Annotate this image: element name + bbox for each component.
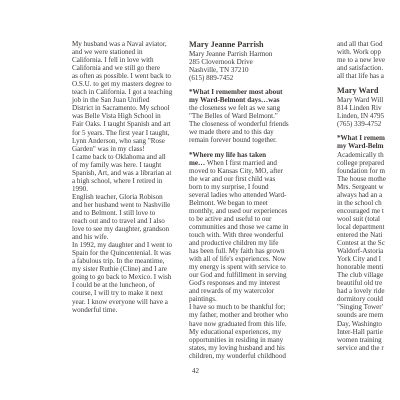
section-heading	[189, 151, 297, 167]
text-line: District in Sacramento. My school	[72, 104, 170, 113]
text-line: beautiful old tre	[337, 279, 383, 288]
text-line: as often as possible. I went back to	[72, 72, 171, 81]
text-line: to be active and useful to our	[189, 214, 272, 223]
heading-line: *Where my life has taken	[189, 150, 267, 159]
text-line: teach in California. I got a teaching	[72, 88, 173, 97]
text-line: has been full. My faith has grown	[189, 247, 285, 256]
text-line: 1990.	[72, 184, 88, 193]
text-line: Inter-Hall partie	[337, 327, 383, 336]
address-line: 285 Clovernook Drive	[189, 58, 253, 67]
text-line: York City and I	[337, 255, 382, 264]
text-line: all that life has a	[337, 72, 384, 81]
text-line: O.S.U. to get my masters degree to	[72, 80, 172, 89]
text-line: communities and those we came in	[189, 222, 289, 231]
text-line: local department	[337, 222, 385, 231]
text-line: and all that God	[337, 40, 383, 48]
text-line: we made there and to this day	[189, 128, 274, 137]
text-line: and rewards of my watercolor	[189, 287, 275, 296]
text-line: monthly, and used our experiences	[189, 206, 288, 215]
text-line: course, I will try to make it next	[72, 289, 164, 298]
text-line: my sister Ruthie (Cline) and I are	[72, 265, 167, 274]
body-fragment: When I first married and	[206, 158, 277, 167]
right-column	[337, 40, 400, 352]
entry-name: Mary Jeanne Parrish	[189, 40, 264, 49]
text-line: wonderful time.	[72, 305, 118, 314]
left-column	[72, 40, 176, 314]
text-line: touch with. With three wonderful	[189, 230, 284, 239]
text-line: and his wife.	[72, 233, 109, 242]
text-line: Spain for the Quincentenial. It was	[72, 249, 171, 258]
text-line: sounds are mem	[337, 311, 384, 320]
address-line: Mary Jeanne Parrish Harmon	[189, 50, 273, 58]
text-line: going to go back to Mexico. I wish	[72, 273, 172, 282]
text-line: California. I fell in love with	[72, 56, 154, 65]
text-line: a high school, where I retired in	[72, 176, 163, 185]
address-line: (765) 339-4752	[337, 120, 382, 129]
heading-line: *What I remember most about	[189, 88, 283, 97]
text-line: I have so much to be thankful for;	[189, 303, 286, 312]
text-line: English teacher, Gloria Robison	[72, 192, 163, 201]
text-line: The club village	[337, 271, 384, 280]
text-line: Mrs. Sergeant w	[337, 182, 384, 191]
page-number: 42	[192, 367, 199, 375]
address-line: Mary Ward Will	[337, 96, 384, 105]
text-line: me to a new leve	[337, 56, 386, 65]
text-line: and productive children my life	[189, 239, 279, 248]
text-line: Lynn Anderson, who sang "Rose	[72, 136, 165, 145]
text-line: and satisfaction.	[337, 64, 384, 73]
text-line: The closeness of wonderful friends	[189, 120, 289, 129]
continued-text	[337, 40, 400, 80]
text-line: In 1992, my daughter and I went to	[72, 241, 173, 250]
address-line: Linden, IN 4795	[337, 112, 385, 121]
text-line: dormitory could	[337, 295, 383, 304]
text-line: service and the r	[337, 343, 384, 352]
text-line: The house mothe	[337, 174, 386, 183]
text-line: my father, mother and brother who	[189, 311, 288, 320]
text-line: was Belle Vista High School in	[72, 112, 161, 121]
address-block	[189, 50, 297, 82]
text-line: paintings.	[189, 295, 217, 304]
text-line: and to Belmont. I still love to	[72, 208, 156, 217]
heading-line: my Ward-Belmont days…was	[189, 96, 280, 105]
text-line: I could be at the luncheon, of	[72, 281, 155, 290]
section-heading	[337, 134, 400, 150]
text-line: born to my surprise, I found	[189, 182, 269, 191]
text-line: opportunities in residing in many	[189, 335, 284, 344]
text-line: reach out and to travel and I also	[72, 217, 165, 226]
text-line: have now graduated from this life.	[189, 319, 287, 328]
text-line: Academically th	[337, 150, 384, 159]
text-line: for 5 years. The first year I taught,	[72, 128, 170, 137]
text-line: a fabulous trip. In the meantime,	[72, 257, 165, 266]
text-line: foundation for m	[337, 166, 386, 175]
text-line: Day, Washingto	[337, 319, 382, 328]
text-line: wool suit (total	[337, 214, 380, 223]
text-line: states, my loving husband and his	[189, 343, 285, 352]
address-line: Nashville, TN 37210	[189, 66, 249, 75]
text-line: moved to Kansas City, MO, after	[189, 166, 283, 175]
text-line: honorable menti	[337, 263, 384, 272]
text-line: and we were stationed in	[72, 48, 143, 57]
text-line: my energy is spent with service to	[189, 263, 286, 272]
middle-column	[189, 40, 297, 360]
section-heading	[189, 88, 297, 104]
text-line: remain forever bound together.	[189, 136, 277, 145]
text-line: entered the Nati	[337, 230, 383, 239]
section-body	[189, 104, 297, 144]
text-line: year. I know everyone will have a	[72, 297, 168, 306]
text-line: Waldorf-Astoria	[337, 247, 384, 256]
text-line: children, my wonderful childhood	[189, 351, 286, 360]
section-body	[189, 167, 297, 360]
text-line: the war and our first child was	[189, 174, 276, 183]
entry-name: Mary Ward	[337, 86, 379, 96]
text-line: women training	[337, 335, 382, 344]
text-line: had a lovely ride	[337, 287, 385, 296]
text-line: Fair Oaks. I taught Spanish and art	[72, 120, 171, 129]
text-line: college prepared	[337, 158, 385, 167]
text-line: several ladies who attended Ward-	[189, 190, 287, 199]
text-line: encouraged me t	[337, 206, 384, 215]
text-line: My educational experiences, my	[189, 327, 282, 336]
text-line: and her husband went to Nashville	[72, 200, 171, 209]
text-line: the closeness we felt as we sang	[189, 104, 281, 113]
text-line: Spanish, Art, and was a librarian at	[72, 168, 172, 177]
text-line: Contest at the Sc	[337, 239, 385, 248]
text-line: "Singing Tower'	[337, 303, 383, 312]
text-line: of my family was here. I taught	[72, 160, 162, 169]
phone-number: (615) 889-7452	[189, 74, 234, 83]
text-line: with. Work opp	[337, 48, 382, 57]
text-line: in the school ch	[337, 198, 382, 207]
text-line: "The Belles of Ward Belmont."	[189, 112, 278, 121]
text-line: always had an a	[337, 190, 383, 199]
text-line: Belmont. We began to meet	[189, 198, 268, 207]
heading-fragment: me…	[189, 158, 206, 167]
text-line: I came back to Oklahoma and all	[72, 152, 166, 161]
text-line: with all of life's experiences. Now	[189, 255, 287, 264]
text-line: job in the San Juan Unified	[72, 96, 150, 105]
address-block	[337, 96, 400, 128]
text-line: God's responses and my interest	[189, 279, 281, 288]
text-line: our God and fulfillment in serving	[189, 271, 287, 280]
text-line: California and we still go there	[72, 64, 161, 73]
address-line: 814 Linden Riv	[337, 104, 382, 113]
text-line: Garden" was in my class!	[72, 144, 145, 153]
section-body	[337, 151, 400, 352]
heading-line: *What I remem	[337, 134, 385, 143]
heading-line-with-text	[189, 159, 297, 167]
heading-line: my Ward-Belm	[337, 142, 384, 151]
text-line: love to see my daughter, grandson	[72, 225, 170, 234]
text-line: My husband was a Naval aviator,	[72, 40, 167, 48]
